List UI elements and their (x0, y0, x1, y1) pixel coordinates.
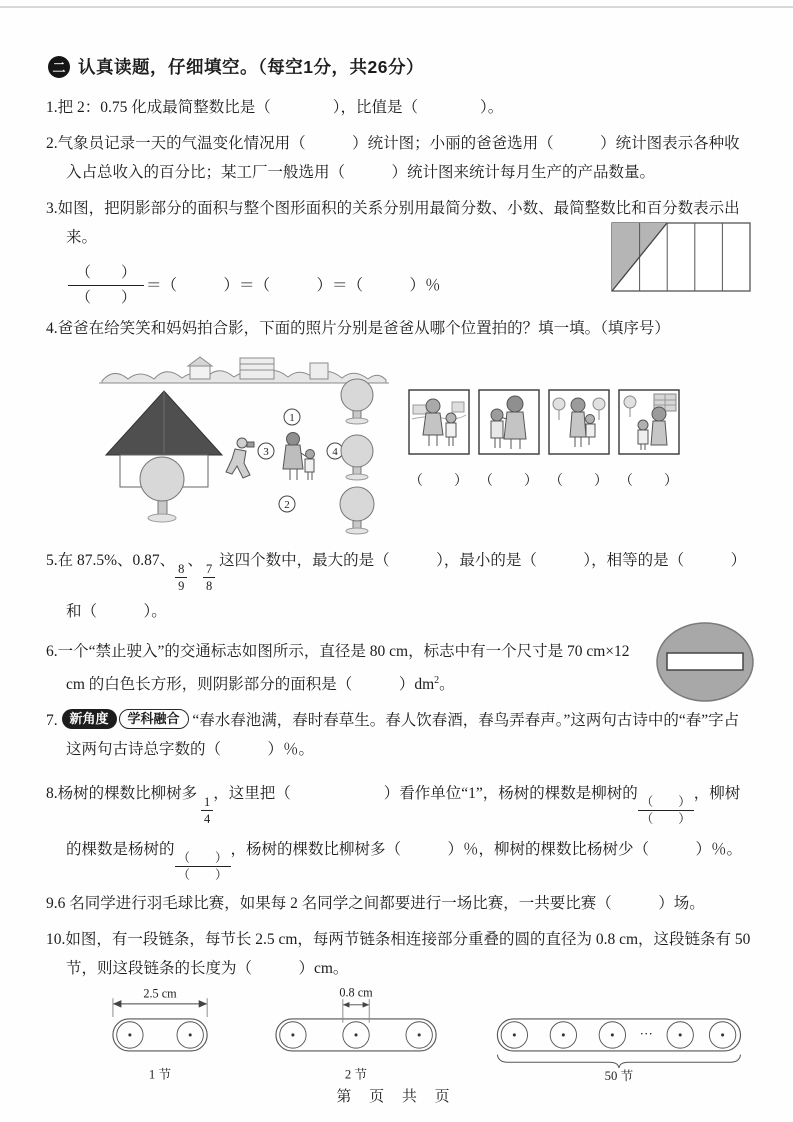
badge-new-angle: 新角度 (62, 709, 117, 729)
chain-50-links (497, 1019, 740, 1068)
question-4-illustration (94, 351, 753, 536)
question-8-text-1: 8.杨树的棵数比柳树多 (46, 784, 202, 802)
photo-4 (618, 389, 680, 496)
photo-1-answer-blank: （ ） (409, 474, 469, 489)
question-9-text: 9.6 名同学进行羽毛球比赛，如果每 2 名同学之间都要进行一场比赛，一共要比赛（ ）场。 (46, 895, 705, 913)
question-8-text-2: ，这里把（ ）看作单位“1”，杨树的棵数是柳树的 (213, 784, 638, 802)
photo-3 (548, 389, 610, 496)
question-5-text-2: 、 (187, 552, 203, 569)
page-footer: 第 页 共 页 (336, 1089, 457, 1105)
question-3-formula-rest: ＝（ ）＝（ ）＝（ ）％ (146, 277, 441, 294)
question-5-text-1: 5.在 87.5%、0.87、 (46, 552, 176, 569)
scan-edge-line (0, 6, 793, 8)
question-2 (46, 129, 753, 187)
white-bar (667, 653, 743, 670)
trees-right-column (340, 379, 374, 534)
question-3-text: 3.如图，把阴影部分的面积与整个图形面积的关系分别用最简分数、小数、最简整数比和百分数表示出来。 (46, 200, 740, 246)
question-5-text-3: 这四个数中，最大的是（ ），最小的是（ ），相等的是（ ）和（ ）。 (66, 552, 747, 620)
question-4 (46, 314, 753, 536)
question-8 (46, 771, 753, 883)
fraction-numerator-blank: （ ） (68, 264, 144, 286)
label-2-links: 2 节 (344, 1067, 368, 1082)
photo-strip (408, 389, 680, 496)
question-6-text-1: 6.一个“禁止驶入”的交通标志如图所示，直径是 80 cm，标志中有一个尺寸是 70 cm×12 cm 的白色长方形，则阴影部分的面积是（ ）dm (46, 642, 630, 693)
question-4-text: 4.爸爸在给笑笑和妈妈拍合影，下面的照片分别是爸爸从哪个位置拍的？填一填。（填序号） (46, 320, 670, 337)
position-4-label: 4 (332, 446, 338, 458)
photo-1-image (408, 389, 470, 455)
tree-front-of-house (140, 457, 184, 522)
question-10-text: 10.如图，有一段链条，每节长 2.5 cm，每两节链条相连接部分重叠的圆的直径为 0.8 cm，这段链条有 50 节，则这段链条的长度为（ ）cm。 (46, 931, 751, 978)
badge-subject-integration: 学科融合 (119, 709, 189, 729)
question-6 (46, 637, 753, 699)
question-5 (46, 543, 753, 630)
question-7-number: 7. (46, 711, 58, 729)
question-1 (46, 93, 753, 122)
photo-scene-figure (94, 351, 394, 536)
position-1-label: 1 (289, 412, 295, 424)
chain-figure (92, 985, 752, 1083)
photo-3-image (548, 389, 610, 455)
no-entry-sign-figure (653, 621, 757, 703)
position-2-label: 2 (284, 499, 290, 511)
question-2-text: 2.气象员记录一天的气温变化情况用（ ）统计图；小丽的爸爸选用（ ）统计图表示各种收入占总收入的百分比；某工厂一般选用（ ）统计图来统计每月生产的产品数量。 (46, 135, 740, 181)
photo-2-answer-blank: （ ） (479, 474, 539, 489)
mother-and-child-figures (283, 433, 315, 481)
skyline (99, 357, 389, 383)
superscript-2: 2 (434, 674, 440, 686)
fraction-denominator-blank: （ ） (76, 290, 137, 306)
ellipsis-dots: ··· (639, 1027, 653, 1043)
section-number-icon: 二 (48, 56, 70, 78)
label-50-links: 50 节 (604, 1069, 634, 1084)
fraction-8-9: $\frac{8}{9}$ (175, 562, 187, 594)
position-3-label: 3 (263, 446, 269, 458)
shaded-rectangle-figure (611, 222, 751, 292)
question-9 (46, 889, 753, 918)
dimension-0-8cm: 0.8 cm (339, 985, 373, 1000)
chain-diagram (92, 985, 753, 1093)
fraction-1-4: $\frac{1}{4}$ (201, 795, 213, 827)
question-8-text-4: ，杨树的棵数比柳树多（ ）％，柳树的棵数比杨树少（ ）％。 (230, 840, 743, 858)
photo-4-answer-blank: （ ） (619, 474, 679, 489)
label-1-link: 1 节 (148, 1067, 172, 1082)
chain-1-link (113, 999, 207, 1052)
fraction-7-8: $\frac{7}{8}$ (203, 562, 215, 594)
photo-2 (478, 389, 540, 496)
question-10 (46, 925, 753, 1093)
blank-fraction (68, 264, 144, 307)
photo-3-answer-blank: （ ） (549, 474, 609, 489)
photo-4-image (618, 389, 680, 455)
question-8-text-3: ，柳树的棵数是杨树的 (66, 784, 741, 858)
section-header (48, 54, 753, 79)
blank-fraction-1: $\frac{( )}{( )}$ (638, 795, 694, 827)
question-7-text: “春水春池满，春时春草生。春人饮春酒，春鸟弄春声。”这两句古诗中的“春”字占这两句古诗总字数的（ ）％。 (66, 711, 740, 758)
dimension-2-5cm: 2.5 cm (143, 986, 177, 1001)
photo-1 (408, 389, 470, 496)
question-6-text-2: 。 (439, 675, 455, 693)
question-1-text: 1.把 2：0.75 化成最简整数比是（ ），比值是（ ）。 (46, 99, 504, 116)
chain-2-links (276, 1000, 436, 1052)
photographer-figure (226, 438, 254, 478)
question-7 (46, 706, 753, 764)
blank-fraction-2: $\frac{( )}{( )}$ (175, 851, 231, 883)
photo-2-image (478, 389, 540, 455)
section-title: 认真读题，仔细填空。（每空1分，共26分） (78, 57, 424, 77)
question-3 (46, 194, 753, 307)
